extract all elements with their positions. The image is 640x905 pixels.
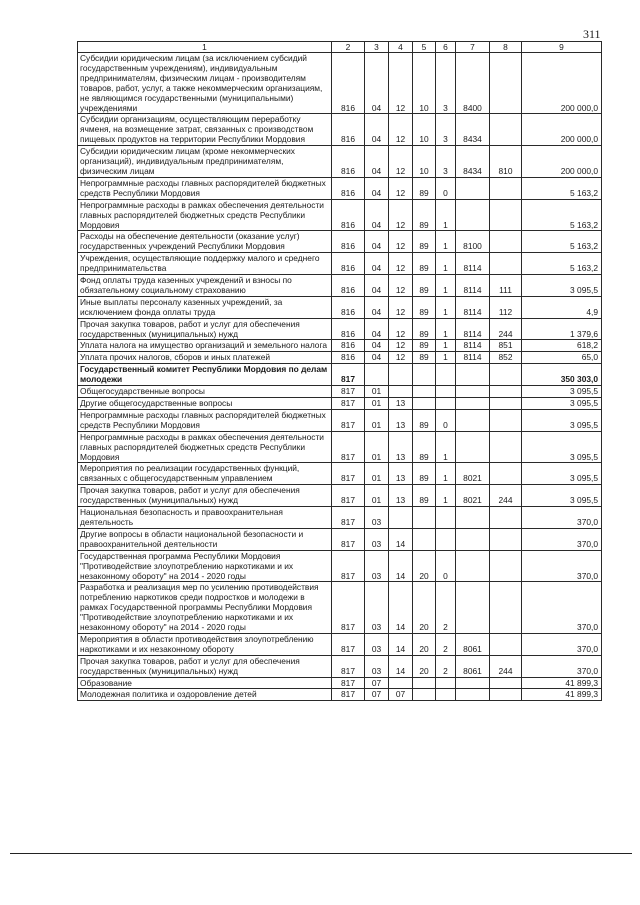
section-code: 03 xyxy=(365,528,389,550)
subprogram-code: 1 xyxy=(436,485,456,507)
table-row xyxy=(78,582,602,634)
amount: 41 899,3 xyxy=(522,677,602,689)
admin-code: 817 xyxy=(332,485,365,507)
target-item-code xyxy=(456,409,490,431)
subprogram-code: 1 xyxy=(436,275,456,297)
admin-code: 816 xyxy=(332,253,365,275)
row-description: Учреждения, осуществляющие поддержку малого и среднего предпринимательства xyxy=(78,253,332,275)
program-code: 89 xyxy=(413,231,436,253)
subsection-code: 12 xyxy=(389,352,413,364)
section-code: 07 xyxy=(365,677,389,689)
subprogram-code: 1 xyxy=(436,318,456,340)
column-header: 5 xyxy=(413,42,436,53)
amount: 350 303,0 xyxy=(522,364,602,386)
column-header: 4 xyxy=(389,42,413,53)
admin-code: 817 xyxy=(332,507,365,529)
admin-code: 817 xyxy=(332,431,365,463)
subprogram-code: 1 xyxy=(436,340,456,352)
row-description: Прочая закупка товаров, работ и услуг для обеспечения государственных (муниципальных) нужд xyxy=(78,318,332,340)
target-item-code: 8114 xyxy=(456,275,490,297)
target-item-code xyxy=(456,507,490,529)
section-code: 01 xyxy=(365,485,389,507)
subsection-code xyxy=(389,364,413,386)
row-description: Мероприятия по реализации государственных функций, связанных с общегосударственным управлением xyxy=(78,463,332,485)
target-item-code xyxy=(456,689,490,701)
column-header: 3 xyxy=(365,42,389,53)
subsection-code xyxy=(389,386,413,398)
section-code: 01 xyxy=(365,431,389,463)
target-item-code xyxy=(456,199,490,231)
row-description: Молодежная политика и оздоровление детей xyxy=(78,689,332,701)
table-row xyxy=(78,431,602,463)
column-header: 2 xyxy=(332,42,365,53)
amount: 5 163,2 xyxy=(522,253,602,275)
expense-type-code xyxy=(490,463,522,485)
target-item-code: 8021 xyxy=(456,485,490,507)
admin-code: 816 xyxy=(332,275,365,297)
section-code: 07 xyxy=(365,689,389,701)
subsection-code: 12 xyxy=(389,114,413,146)
program-code: 89 xyxy=(413,352,436,364)
subprogram-code: 1 xyxy=(436,352,456,364)
target-item-code xyxy=(456,364,490,386)
subprogram-code: 0 xyxy=(436,409,456,431)
table-row xyxy=(78,53,602,114)
target-item-code xyxy=(456,677,490,689)
expense-type-code xyxy=(490,677,522,689)
row-description: Уплата налога на имущество организаций и земельного налога xyxy=(78,340,332,352)
amount: 200 000,0 xyxy=(522,53,602,114)
subprogram-code xyxy=(436,364,456,386)
program-code: 89 xyxy=(413,318,436,340)
admin-code: 816 xyxy=(332,146,365,178)
subprogram-code: 2 xyxy=(436,655,456,677)
subsection-code: 07 xyxy=(389,689,413,701)
expense-type-code: 111 xyxy=(490,275,522,297)
amount: 3 095,5 xyxy=(522,409,602,431)
row-description: Другие вопросы в области национальной безопасности и правоохранительной деятельности xyxy=(78,528,332,550)
amount: 370,0 xyxy=(522,582,602,634)
section-code: 04 xyxy=(365,114,389,146)
budget-table-body xyxy=(78,53,602,701)
admin-code: 817 xyxy=(332,677,365,689)
admin-code: 816 xyxy=(332,231,365,253)
subsection-code: 12 xyxy=(389,231,413,253)
subsection-code: 12 xyxy=(389,318,413,340)
subsection-code: 13 xyxy=(389,409,413,431)
subprogram-code xyxy=(436,528,456,550)
subprogram-code: 2 xyxy=(436,633,456,655)
expense-type-code xyxy=(490,177,522,199)
row-description: Непрограммные расходы в рамках обеспечения деятельности главных распорядителей бюджетных средств Республики Мордовия xyxy=(78,199,332,231)
target-item-code: 8114 xyxy=(456,296,490,318)
admin-code: 816 xyxy=(332,296,365,318)
program-code: 89 xyxy=(413,296,436,318)
target-item-code xyxy=(456,398,490,410)
target-item-code xyxy=(456,582,490,634)
row-description: Расходы на обеспечение деятельности (оказание услуг) государственных учреждений Республики Мордовия xyxy=(78,231,332,253)
table-row xyxy=(78,386,602,398)
budget-table xyxy=(77,41,602,701)
page-number: 311 xyxy=(583,27,601,41)
program-code xyxy=(413,507,436,529)
amount: 1 379,6 xyxy=(522,318,602,340)
section-code: 03 xyxy=(365,550,389,582)
row-description: Другие общегосударственные вопросы xyxy=(78,398,332,410)
subsection-code: 14 xyxy=(389,655,413,677)
row-description: Иные выплаты персоналу казенных учреждений, за исключением фонда оплаты труда xyxy=(78,296,332,318)
subprogram-code: 3 xyxy=(436,146,456,178)
row-description: Субсидии юридическим лицам (кроме некоммерческих организаций), индивидуальным предпринимателям, физическим лицам xyxy=(78,146,332,178)
program-code xyxy=(413,677,436,689)
amount: 3 095,5 xyxy=(522,485,602,507)
column-header: 7 xyxy=(456,42,490,53)
row-description: Непрограммные расходы главных распорядителей бюджетных средств Республики Мордовия xyxy=(78,177,332,199)
amount: 5 163,2 xyxy=(522,177,602,199)
target-item-code: 8061 xyxy=(456,633,490,655)
row-description: Мероприятия в области противодействия злоупотреблению наркотиками и их незаконному обороту xyxy=(78,633,332,655)
subsection-code: 12 xyxy=(389,296,413,318)
table-row xyxy=(78,463,602,485)
expense-type-code: 244 xyxy=(490,655,522,677)
table-row xyxy=(78,177,602,199)
expense-type-code xyxy=(490,386,522,398)
program-code: 20 xyxy=(413,550,436,582)
target-item-code xyxy=(456,550,490,582)
subprogram-code: 3 xyxy=(436,53,456,114)
table-row xyxy=(78,199,602,231)
expense-type-code: 112 xyxy=(490,296,522,318)
section-code: 04 xyxy=(365,146,389,178)
program-code: 89 xyxy=(413,253,436,275)
expense-type-code xyxy=(490,431,522,463)
table-row xyxy=(78,364,602,386)
program-code: 89 xyxy=(413,177,436,199)
subprogram-code: 3 xyxy=(436,114,456,146)
table-row xyxy=(78,275,602,297)
admin-code: 816 xyxy=(332,340,365,352)
admin-code: 817 xyxy=(332,409,365,431)
admin-code: 816 xyxy=(332,199,365,231)
section-code: 04 xyxy=(365,253,389,275)
footer-divider xyxy=(10,853,632,854)
subprogram-code: 1 xyxy=(436,231,456,253)
subsection-code xyxy=(389,677,413,689)
row-description: Непрограммные расходы главных распорядителей бюджетных средств Республики Мордовия xyxy=(78,409,332,431)
table-row xyxy=(78,485,602,507)
admin-code: 816 xyxy=(332,177,365,199)
subsection-code: 14 xyxy=(389,550,413,582)
section-code: 03 xyxy=(365,633,389,655)
admin-code: 817 xyxy=(332,398,365,410)
table-row xyxy=(78,550,602,582)
admin-code: 817 xyxy=(332,528,365,550)
column-header: 8 xyxy=(490,42,522,53)
subsection-code: 14 xyxy=(389,582,413,634)
table-row xyxy=(78,146,602,178)
admin-code: 817 xyxy=(332,364,365,386)
row-description: Государственная программа Республики Мордовия "Противодействие злоупотреблению наркотиками и их незаконному обороту" на 2014 - 2020 годы xyxy=(78,550,332,582)
section-code: 01 xyxy=(365,409,389,431)
subprogram-code xyxy=(436,507,456,529)
expense-type-code xyxy=(490,398,522,410)
admin-code: 817 xyxy=(332,386,365,398)
target-item-code xyxy=(456,431,490,463)
subsection-code: 13 xyxy=(389,398,413,410)
subsection-code: 13 xyxy=(389,431,413,463)
expense-type-code: 810 xyxy=(490,146,522,178)
expense-type-code xyxy=(490,550,522,582)
program-code xyxy=(413,528,436,550)
amount: 200 000,0 xyxy=(522,114,602,146)
amount: 5 163,2 xyxy=(522,231,602,253)
program-code xyxy=(413,689,436,701)
amount: 3 095,5 xyxy=(522,431,602,463)
row-description: Прочая закупка товаров, работ и услуг для обеспечения государственных (муниципальных) нужд xyxy=(78,485,332,507)
amount: 65,0 xyxy=(522,352,602,364)
subprogram-code xyxy=(436,386,456,398)
subprogram-code: 1 xyxy=(436,431,456,463)
section-code: 04 xyxy=(365,231,389,253)
subsection-code: 14 xyxy=(389,528,413,550)
amount: 3 095,5 xyxy=(522,463,602,485)
program-code: 10 xyxy=(413,146,436,178)
row-description: Национальная безопасность и правоохранительная деятельность xyxy=(78,507,332,529)
admin-code: 817 xyxy=(332,689,365,701)
admin-code: 817 xyxy=(332,463,365,485)
amount: 200 000,0 xyxy=(522,146,602,178)
expense-type-code: 244 xyxy=(490,318,522,340)
table-row xyxy=(78,253,602,275)
target-item-code: 8021 xyxy=(456,463,490,485)
row-description: Образование xyxy=(78,677,332,689)
section-code: 01 xyxy=(365,398,389,410)
expense-type-code xyxy=(490,528,522,550)
row-description: Субсидии юридическим лицам (за исключением субсидий государственным учреждениям), индивидуальным предпринимателям, физическим лицам - производителям товаров, работ, услуг, а также некоммерческим организациям, не являющимся государственными (муниципальными) учреждениями xyxy=(78,53,332,114)
program-code: 89 xyxy=(413,431,436,463)
expense-type-code xyxy=(490,199,522,231)
row-description: Разработка и реализация мер по усилению противодействия потреблению наркотиков среди подростков и молодежи в рамках Государственной программы Республики Мордовия "Противодействие злоупотреблению наркотиками и их незаконному обороту" на 2014 - 2020 годы xyxy=(78,582,332,634)
program-code: 89 xyxy=(413,485,436,507)
subsection-code: 12 xyxy=(389,53,413,114)
amount: 3 095,5 xyxy=(522,398,602,410)
target-item-code: 8114 xyxy=(456,318,490,340)
program-code: 89 xyxy=(413,199,436,231)
target-item-code: 8114 xyxy=(456,340,490,352)
table-row xyxy=(78,318,602,340)
program-code: 89 xyxy=(413,409,436,431)
subprogram-code xyxy=(436,677,456,689)
expense-type-code: 852 xyxy=(490,352,522,364)
subsection-code: 12 xyxy=(389,177,413,199)
table-row xyxy=(78,114,602,146)
expense-type-code xyxy=(490,409,522,431)
amount: 370,0 xyxy=(522,655,602,677)
target-item-code: 8434 xyxy=(456,146,490,178)
program-code: 10 xyxy=(413,53,436,114)
admin-code: 817 xyxy=(332,550,365,582)
section-code: 03 xyxy=(365,655,389,677)
subprogram-code: 0 xyxy=(436,177,456,199)
amount: 41 899,3 xyxy=(522,689,602,701)
amount: 370,0 xyxy=(522,633,602,655)
expense-type-code xyxy=(490,364,522,386)
target-item-code xyxy=(456,177,490,199)
target-item-code xyxy=(456,386,490,398)
amount: 618,2 xyxy=(522,340,602,352)
section-code: 03 xyxy=(365,507,389,529)
admin-code: 817 xyxy=(332,633,365,655)
expense-type-code xyxy=(490,633,522,655)
amount: 370,0 xyxy=(522,507,602,529)
row-description: Непрограммные расходы в рамках обеспечения деятельности главных распорядителей бюджетных средств Республики Мордовия xyxy=(78,431,332,463)
expense-type-code xyxy=(490,582,522,634)
target-item-code: 8114 xyxy=(456,253,490,275)
table-row xyxy=(78,352,602,364)
program-code: 10 xyxy=(413,114,436,146)
admin-code: 817 xyxy=(332,582,365,634)
subprogram-code: 1 xyxy=(436,199,456,231)
subprogram-code: 1 xyxy=(436,253,456,275)
row-description: Фонд оплаты труда казенных учреждений и взносы по обязательному социальному страхованию xyxy=(78,275,332,297)
expense-type-code xyxy=(490,231,522,253)
expense-type-code xyxy=(490,253,522,275)
table-row xyxy=(78,633,602,655)
expense-type-code xyxy=(490,53,522,114)
subprogram-code: 0 xyxy=(436,550,456,582)
expense-type-code xyxy=(490,507,522,529)
row-description: Государственный комитет Республики Мордовия по делам молодежи xyxy=(78,364,332,386)
section-code: 01 xyxy=(365,463,389,485)
section-code xyxy=(365,364,389,386)
subprogram-code: 2 xyxy=(436,582,456,634)
target-item-code: 8434 xyxy=(456,114,490,146)
admin-code: 817 xyxy=(332,655,365,677)
section-code: 01 xyxy=(365,386,389,398)
amount: 3 095,5 xyxy=(522,386,602,398)
subsection-code: 12 xyxy=(389,253,413,275)
section-code: 04 xyxy=(365,53,389,114)
column-header: 1 xyxy=(78,42,332,53)
program-code: 20 xyxy=(413,582,436,634)
section-code: 04 xyxy=(365,352,389,364)
subsection-code: 12 xyxy=(389,146,413,178)
target-item-code: 8100 xyxy=(456,231,490,253)
subsection-code: 13 xyxy=(389,463,413,485)
section-code: 03 xyxy=(365,582,389,634)
column-header: 6 xyxy=(436,42,456,53)
subsection-code xyxy=(389,507,413,529)
expense-type-code xyxy=(490,689,522,701)
section-code: 04 xyxy=(365,199,389,231)
row-description: Прочая закупка товаров, работ и услуг для обеспечения государственных (муниципальных) нужд xyxy=(78,655,332,677)
subsection-code: 12 xyxy=(389,340,413,352)
amount: 5 163,2 xyxy=(522,199,602,231)
section-code: 04 xyxy=(365,340,389,352)
admin-code: 816 xyxy=(332,352,365,364)
table-row xyxy=(78,507,602,529)
program-code: 89 xyxy=(413,340,436,352)
subsection-code: 12 xyxy=(389,199,413,231)
program-code: 20 xyxy=(413,633,436,655)
section-code: 04 xyxy=(365,296,389,318)
program-code: 20 xyxy=(413,655,436,677)
admin-code: 816 xyxy=(332,114,365,146)
target-item-code xyxy=(456,528,490,550)
expense-type-code xyxy=(490,114,522,146)
section-code: 04 xyxy=(365,275,389,297)
expense-type-code: 851 xyxy=(490,340,522,352)
table-row xyxy=(78,231,602,253)
table-header-row xyxy=(78,42,602,53)
table-row xyxy=(78,655,602,677)
table-row xyxy=(78,689,602,701)
target-item-code: 8400 xyxy=(456,53,490,114)
amount: 4,9 xyxy=(522,296,602,318)
target-item-code: 8061 xyxy=(456,655,490,677)
amount: 370,0 xyxy=(522,550,602,582)
row-description: Уплата прочих налогов, сборов и иных платежей xyxy=(78,352,332,364)
subprogram-code: 1 xyxy=(436,463,456,485)
expense-type-code: 244 xyxy=(490,485,522,507)
subsection-code: 14 xyxy=(389,633,413,655)
section-code: 04 xyxy=(365,318,389,340)
table-row xyxy=(78,296,602,318)
program-code xyxy=(413,386,436,398)
row-description: Общегосударственные вопросы xyxy=(78,386,332,398)
target-item-code: 8114 xyxy=(456,352,490,364)
row-description: Субсидии организациям, осуществляющим переработку ячменя, на возмещение затрат, связанных с производством пищевых продуктов на территории Республики Мордовия xyxy=(78,114,332,146)
admin-code: 816 xyxy=(332,53,365,114)
table-row xyxy=(78,677,602,689)
amount: 3 095,5 xyxy=(522,275,602,297)
column-header: 9 xyxy=(522,42,602,53)
table-row xyxy=(78,409,602,431)
subsection-code: 12 xyxy=(389,275,413,297)
subsection-code: 13 xyxy=(389,485,413,507)
amount: 370,0 xyxy=(522,528,602,550)
program-code: 89 xyxy=(413,463,436,485)
table-row xyxy=(78,528,602,550)
table-row xyxy=(78,340,602,352)
program-code xyxy=(413,398,436,410)
section-code: 04 xyxy=(365,177,389,199)
table-row xyxy=(78,398,602,410)
program-code: 89 xyxy=(413,275,436,297)
subprogram-code xyxy=(436,398,456,410)
subprogram-code xyxy=(436,689,456,701)
admin-code: 816 xyxy=(332,318,365,340)
program-code xyxy=(413,364,436,386)
subprogram-code: 1 xyxy=(436,296,456,318)
